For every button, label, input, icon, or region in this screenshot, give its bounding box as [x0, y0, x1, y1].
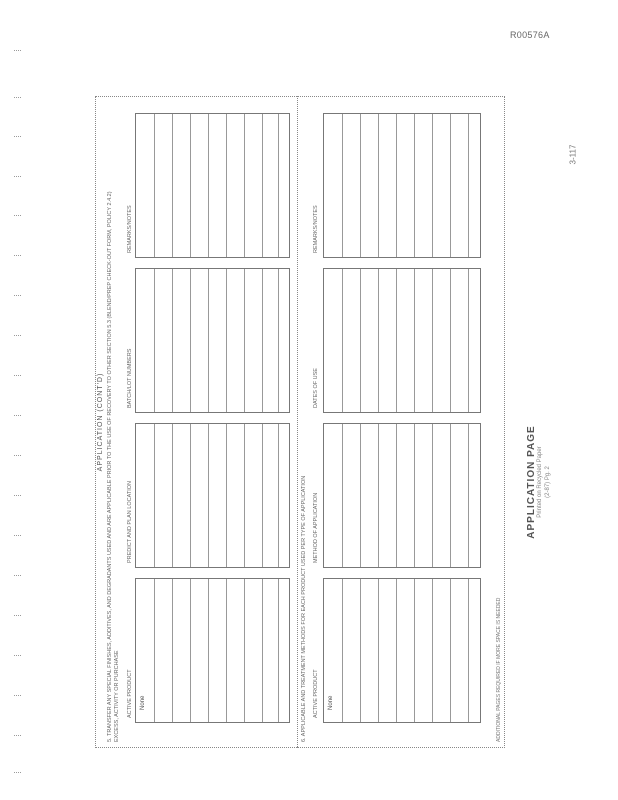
- top-col-label: ACTIVE PRODUCT: [127, 669, 133, 718]
- none-text: None: [140, 695, 146, 710]
- binder-hole: [14, 772, 21, 774]
- bottom-col-label: REMARKS/NOTES: [313, 205, 319, 253]
- section-divider: [297, 96, 298, 748]
- binder-hole: [14, 535, 21, 537]
- bottom-grid-4: [323, 113, 481, 258]
- top-col-label: PREDICT AND PLAN LOCATION: [127, 480, 133, 563]
- binder-hole: [14, 695, 21, 697]
- bottom-col-label: ACTIVE PRODUCT: [313, 669, 319, 718]
- top-grid-3: [135, 268, 290, 413]
- top-grid-1: [135, 578, 290, 723]
- footer-line-1: Printed on Recycled Paper: [537, 446, 543, 518]
- top-grid-4: [135, 113, 290, 258]
- form-content: [95, 96, 505, 748]
- binder-hole: [14, 255, 21, 257]
- document-id: R00576A: [510, 30, 550, 40]
- top-grid-2: [135, 423, 290, 568]
- binder-hole: [14, 375, 21, 377]
- binder-hole: [14, 215, 21, 217]
- page-number: 3-117: [568, 144, 578, 165]
- binder-hole: [14, 415, 21, 417]
- binder-hole: [14, 455, 21, 457]
- footer-title: APPLICATION PAGE: [526, 425, 537, 539]
- top-col-label: BATCH/LOT NUMBERS: [127, 348, 133, 408]
- binder-hole: [14, 655, 21, 657]
- binder-hole: [14, 97, 21, 99]
- binder-hole: [14, 295, 21, 297]
- form-title: APPLICATION (CONT'D): [97, 372, 104, 472]
- bottom-col-label: DATES OF USE: [313, 368, 319, 408]
- section-2-head: 6. APPLICABLE AND TREATMENT METHODS FOR EACH PRODUCT USED PER TYPE OF APPLICATION: [301, 475, 307, 742]
- bottom-grid-3: [323, 268, 481, 413]
- instruction-line-2: EXCESS, ACTIVITY OR PURCHASE: [114, 650, 120, 742]
- instruction-text: [107, 102, 121, 742]
- binder-hole: [14, 136, 21, 138]
- instruction-line-1: 5. TRANSFER ANY SPECIAL FINISHES, ADDITIVES, AND DEGRADANTS USED AND ARE APPLICABLE PRIOR TO THE USE OF RECOVERY TO OTHER SECTION 5.3 (BLEND/PREP CHECK-OUT FORM, POLICY 2.4.2): [107, 191, 113, 742]
- binder-hole: [14, 615, 21, 617]
- binder-hole: [14, 575, 21, 577]
- bottom-col-label: METHOD OF APPLICATION: [313, 492, 319, 563]
- footer-block: [528, 412, 552, 552]
- top-col-label: REMARKS/NOTES: [127, 205, 133, 253]
- binder-hole: [14, 50, 21, 52]
- binder-hole: [14, 735, 21, 737]
- bottom-note: ADDITIONAL PAGES REQUIRED IF MORE SPACE IS NEEDED: [496, 597, 502, 742]
- none-text: None: [328, 695, 334, 710]
- binder-hole: [14, 495, 21, 497]
- footer-line-2: (2-87) Pg. 2: [545, 466, 551, 498]
- bottom-grid-1: [323, 578, 481, 723]
- binder-hole: [14, 335, 21, 337]
- bottom-grid-2: [323, 423, 481, 568]
- binder-hole: [14, 176, 21, 178]
